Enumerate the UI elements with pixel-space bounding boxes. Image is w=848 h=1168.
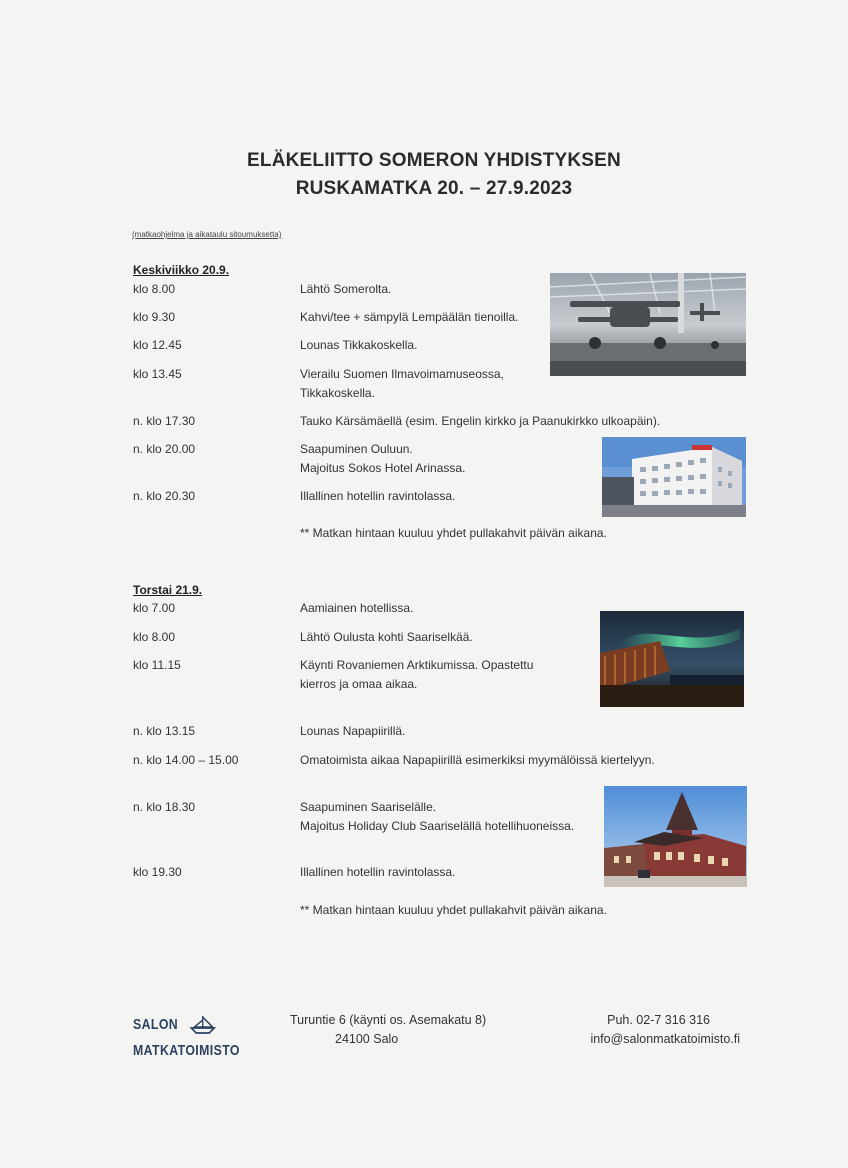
- day2-time-5: n. klo 14.00 – 15.00: [133, 753, 239, 767]
- phone-number: Puh. 02-7 316 316: [607, 1013, 710, 1027]
- day1-desc-6-line1: Saapuminen Ouluun.: [300, 442, 413, 456]
- day1-desc-5: Tauko Kärsämäellä (esim. Engelin kirkko ja Paanukirkko ulkoapäin).: [300, 414, 661, 428]
- day1-desc-2: Kahvi/tee + sämpylä Lempäälän tienoilla.: [300, 310, 519, 324]
- sailboat-icon: [190, 1015, 218, 1035]
- day2-desc-6-line2: Majoitus Holiday Club Saariselällä hotellihuoneissa.: [300, 819, 575, 833]
- day1-footnote: ** Matkan hintaan kuuluu yhdet pullakahvit päivän aikana.: [300, 526, 607, 540]
- aircraft-museum-photo: [550, 273, 746, 376]
- page-title-line1: ELÄKELIITTO SOMERON YHDISTYKSEN: [247, 150, 621, 171]
- day1-time-4: klo 13.45: [133, 367, 182, 381]
- day1-time-3: klo 12.45: [133, 338, 182, 352]
- arktikum-aurora-photo: [600, 611, 744, 707]
- day1-time-2: klo 9.30: [133, 310, 176, 324]
- day2-desc-3-line2: kierros ja omaa aikaa.: [300, 677, 418, 691]
- day1-desc-6: [300, 440, 465, 478]
- logo-text-line1: SALON: [133, 1016, 179, 1033]
- day1-desc-7: Illallinen hotellin ravintolassa.: [300, 489, 456, 503]
- day2-time-1: klo 7.00: [133, 601, 176, 615]
- day2-desc-6-line1: Saapuminen Saariselälle.: [300, 800, 437, 814]
- address-line2: 24100 Salo: [335, 1032, 399, 1046]
- day2-desc-3-line1: Käynti Rovaniemen Arktikumissa. Opastettu: [300, 658, 534, 672]
- footer-address: [290, 1011, 486, 1049]
- day1-desc-6-line2: Majoitus Sokos Hotel Arinassa.: [300, 461, 466, 475]
- day1-desc-4-line2: Tikkakoskella.: [300, 386, 375, 400]
- day2-desc-6: [300, 798, 574, 836]
- footer-contact: [560, 1011, 740, 1049]
- salon-matkatoimisto-logo: [133, 1012, 240, 1064]
- page-title-line2: RUSKAMATKA 20. – 27.9.2023: [295, 178, 573, 199]
- day2-time-6: n. klo 18.30: [133, 800, 196, 814]
- day2-time-7: klo 19.30: [133, 865, 182, 879]
- address-line1: Turuntie 6 (käynti os. Asemakatu 8): [290, 1013, 487, 1027]
- day2-desc-3: [300, 656, 533, 694]
- day1-desc-4-line1: Vierailu Suomen Ilmavoimamuseossa,: [300, 367, 504, 381]
- day2-desc-1: Aamiainen hotellissa.: [300, 601, 414, 615]
- day2-time-3: klo 11.15: [133, 658, 181, 672]
- logo-text-line2: MATKATOIMISTO: [133, 1042, 240, 1059]
- disclaimer-note: (matkaohjelma ja aikataulu sitoumuksetta): [132, 230, 282, 239]
- day1-desc-3: Lounas Tikkakoskella.: [300, 338, 418, 352]
- holiday-club-saariselka-photo: [604, 786, 747, 887]
- day2-time-2: klo 8.00: [133, 630, 176, 644]
- day1-time-1: klo 8.00: [133, 282, 176, 296]
- day1-desc-1: Lähtö Somerolta.: [300, 282, 392, 296]
- day2-footnote: ** Matkan hintaan kuuluu yhdet pullakahvit päivän aikana.: [300, 903, 607, 917]
- day2-desc-7: Illallinen hotellin ravintolassa.: [300, 865, 456, 879]
- day2-time-4: n. klo 13.15: [133, 724, 196, 738]
- day1-desc-4: [300, 365, 504, 403]
- day2-desc-2: Lähtö Oulusta kohti Saariselkää.: [300, 630, 473, 644]
- day2-desc-5: Omatoimista aikaa Napapiirillä esimerkiksi myymälöissä kiertelyyn.: [300, 753, 655, 767]
- day1-heading: Keskiviikko 20.9.: [133, 263, 230, 277]
- email-address: info@salonmatkatoimisto.fi: [590, 1032, 740, 1046]
- day2-desc-4: Lounas Napapiirillä.: [300, 724, 406, 738]
- day2-heading: Torstai 21.9.: [133, 583, 203, 597]
- day1-time-5: n. klo 17.30: [133, 414, 196, 428]
- day1-time-6: n. klo 20.00: [133, 442, 196, 456]
- day1-time-7: n. klo 20.30: [133, 489, 196, 503]
- hotel-arina-photo: [602, 437, 746, 517]
